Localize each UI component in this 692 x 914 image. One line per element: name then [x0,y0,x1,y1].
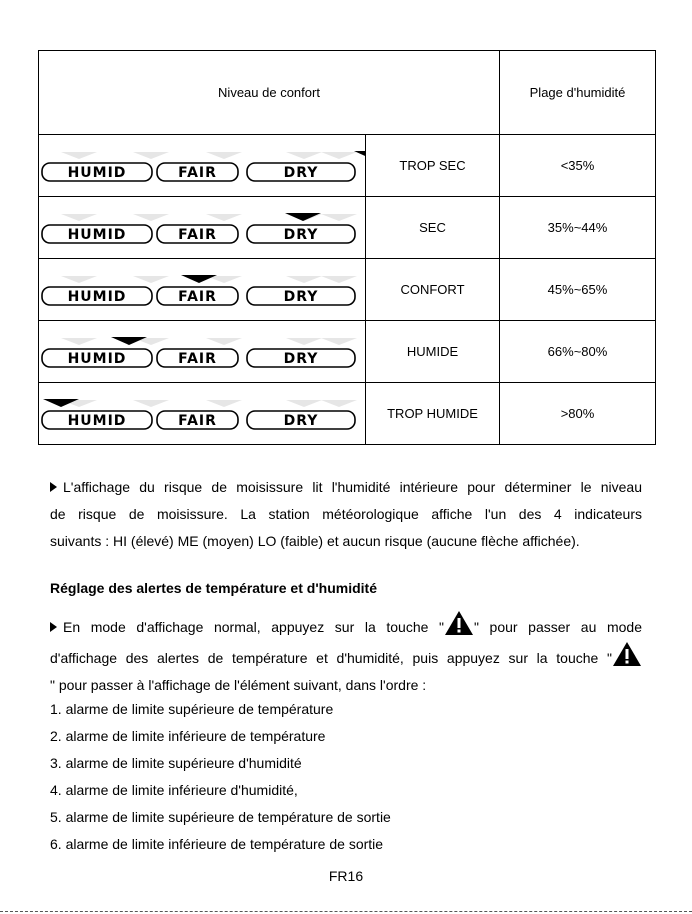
bullet-triangle-icon [50,622,57,632]
humidity-range: 66%~80% [500,321,656,383]
indicator-label: DRY [283,289,319,305]
indicator-label: HUMID [67,413,127,429]
bottom-divider [0,911,692,912]
humidity-range: <35% [500,135,656,197]
comfort-indicator-graphic [39,383,366,444]
page-number: FR16 [328,868,364,884]
warning-triangle-icon [612,641,642,667]
section-title: Réglage des alertes de température et d'humidité [50,580,377,596]
inactive-arrow [321,152,357,159]
list-item: 6. alarme de limite inférieure de température de sortie [50,836,384,852]
list-item: 3. alarme de limite supérieure d'humidité [50,755,302,771]
inactive-arrow [206,152,242,159]
indicator-label: FAIR [178,289,217,305]
mold-risk-paragraph: L'affichage du risque de moisissure lit l'humidité intérieure pour déterminer le niveau de risque de moisissure. La station météorologique affiche l'un des 4 indicateurs suivants : HI (élevé) ME (moyen) LO (faible) et aucun risque (aucune flèche affichée). [50,479,642,549]
inactive-arrow [286,400,322,407]
comfort-indicator [39,135,366,197]
inactive-arrow [133,400,169,407]
indicator-label: HUMID [67,227,127,243]
indicator-label: FAIR [178,351,217,367]
inactive-arrow [133,276,169,283]
table-row [39,259,656,321]
indicator-label: DRY [283,165,319,181]
indicator-label: HUMID [67,165,127,181]
inactive-arrow [286,152,322,159]
comfort-level: TROP SEC [366,135,500,197]
inactive-arrow [61,338,97,345]
indicator-label: DRY [283,351,319,367]
comfort-indicator-graphic [39,259,366,320]
comfort-indicator-graphic [39,135,366,196]
inactive-arrow [133,214,169,221]
indicator-label: FAIR [178,413,217,429]
comfort-indicator-graphic [39,321,366,382]
indicator-label: DRY [283,413,319,429]
active-arrow-icon [181,275,217,283]
header-humidity-range: Plage d'humidité [500,51,656,135]
inactive-arrow [286,276,322,283]
inactive-arrow [321,400,357,407]
indicator-label: FAIR [178,165,217,181]
humidity-range: >80% [500,383,656,445]
bullet-triangle-icon [50,482,57,492]
inactive-arrow [61,214,97,221]
inactive-arrow [133,152,169,159]
inactive-arrow [206,400,242,407]
list-item: 4. alarme de limite inférieure d'humidité, [50,782,298,798]
inactive-arrow [61,276,97,283]
table-row [39,383,656,445]
active-arrow-icon [285,213,321,221]
inactive-arrow [61,152,97,159]
inactive-arrow [206,338,242,345]
humidity-range: 45%~65% [500,259,656,321]
comfort-indicator [39,197,366,259]
comfort-level: HUMIDE [366,321,500,383]
comfort-indicator [39,321,366,383]
list-item: 1. alarme de limite supérieure de température [50,701,334,717]
inactive-arrow [321,276,357,283]
comfort-indicator [39,259,366,321]
indicator-label: FAIR [178,227,217,243]
list-item: 2. alarme de limite inférieure de température [50,728,326,744]
alarm-order-list [50,696,391,858]
comfort-level: TROP HUMIDE [366,383,500,445]
indicator-label: HUMID [67,289,127,305]
comfort-level: SEC [366,197,500,259]
comfort-level-table [38,50,656,445]
alert-setting-paragraph: En mode d'affichage normal, appuyez sur la touche " " pour passer au mode d'affichage des alertes de température et d'humidité, puis appuyez sur la touche " " pour passer à l'affichage de l'élément suivant, dans l'ordre : [50,610,642,699]
warning-triangle-icon [444,610,474,636]
inactive-arrow [286,338,322,345]
comfort-indicator [39,383,366,445]
humidity-range: 35%~44% [500,197,656,259]
header-comfort-level: Niveau de confort [39,51,500,135]
table-row [39,197,656,259]
list-item: 5. alarme de limite supérieure de température de sortie [50,809,391,825]
inactive-arrow [321,214,357,221]
comfort-indicator-graphic [39,197,366,258]
inactive-arrow [206,214,242,221]
table-row [39,321,656,383]
indicator-label: HUMID [67,351,127,367]
comfort-level: CONFORT [366,259,500,321]
inactive-arrow [321,338,357,345]
table-row [39,135,656,197]
indicator-label: DRY [283,227,319,243]
